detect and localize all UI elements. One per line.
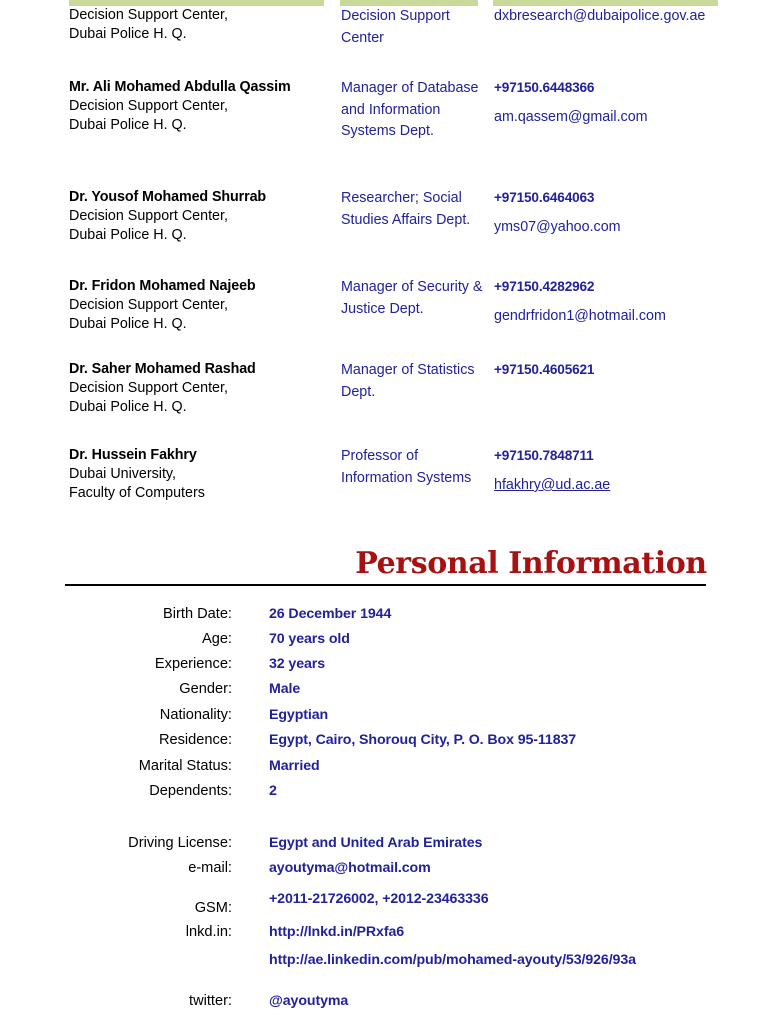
personal-info-value: Egyptian xyxy=(269,707,329,723)
personal-info-value: @ayoutyma xyxy=(269,993,349,1009)
contact-name: Mr. Ali Mohamed Abdulla Qassim xyxy=(69,79,291,95)
contact-affiliation-line: Decision Support Center, xyxy=(69,208,228,224)
contact-person xyxy=(69,78,331,135)
contact-person xyxy=(69,188,331,245)
contact-details xyxy=(494,360,774,380)
contact-role: Decision Support Center xyxy=(341,8,450,46)
personal-info-label: lnkd.in: xyxy=(185,924,232,940)
contact-affiliation-line: Dubai University, xyxy=(69,466,176,482)
personal-info-value[interactable]: http://ae.linkedin.com/pub/mohamed-ayouty/53/926/93a xyxy=(269,952,636,968)
contact-row xyxy=(0,78,777,188)
personal-info-row xyxy=(0,889,777,914)
personal-info-value: 70 years old xyxy=(269,631,350,647)
personal-info-value: Married xyxy=(269,758,320,774)
personal-info-label: GSM: xyxy=(194,900,232,916)
spacer xyxy=(494,208,774,217)
contact-details xyxy=(494,6,774,26)
personal-info-row xyxy=(0,756,777,781)
spacer xyxy=(494,297,774,306)
contact-row xyxy=(0,360,777,446)
personal-info-label: Driving License: xyxy=(128,835,232,851)
personal-info-label: Nationality: xyxy=(159,707,232,723)
heading-divider xyxy=(65,584,706,586)
contact-row xyxy=(0,277,777,360)
personal-info-row xyxy=(0,654,777,679)
contact-role: Researcher; Social Studies Affairs Dept. xyxy=(341,190,471,228)
personal-info-row xyxy=(0,991,777,1016)
personal-info-row xyxy=(0,950,777,975)
page-title: Personal Information xyxy=(355,546,707,581)
contact-affiliation-line: Dubai Police H. Q. xyxy=(69,399,187,415)
contact-phone: +97150.7848711 xyxy=(494,448,594,463)
personal-info-label: Age: xyxy=(201,631,232,647)
contact-role: Manager of Statistics Dept. xyxy=(341,362,475,400)
contact-details xyxy=(494,446,774,495)
personal-info-value: ayoutyma@hotmail.com xyxy=(269,860,431,876)
personal-info-row xyxy=(0,604,777,629)
contact-details xyxy=(494,277,774,326)
contact-name: Dr. Hussein Fakhry xyxy=(69,447,197,463)
contact-row xyxy=(0,6,777,78)
contact-email: am.qassem@gmail.com xyxy=(494,109,648,125)
contact-phone: +97150.6448366 xyxy=(494,80,595,95)
contact-email: dxbresearch@dubaipolice.gov.ae xyxy=(494,8,706,24)
spacer xyxy=(494,466,774,475)
personal-info-row xyxy=(0,833,777,858)
contact-details xyxy=(494,78,774,127)
contact-affiliation-line: Decision Support Center, xyxy=(69,98,228,114)
personal-info-value: Egypt and United Arab Emirates xyxy=(269,835,483,851)
personal-info-row xyxy=(0,679,777,704)
personal-info-label: Residence: xyxy=(158,732,232,748)
personal-info-label: Birth Date: xyxy=(163,606,232,622)
personal-info-label: Experience: xyxy=(154,656,232,672)
contact-name: Dr. Fridon Mohamed Najeeb xyxy=(69,278,256,294)
contact-row xyxy=(0,188,777,277)
personal-info-row xyxy=(0,730,777,755)
contact-person xyxy=(69,446,331,503)
personal-info-row xyxy=(0,922,777,947)
contact-affiliation-line: Faculty of Computers xyxy=(69,485,205,501)
personal-info-value: 2 xyxy=(269,783,277,799)
contact-email: yms07@yahoo.com xyxy=(494,219,621,235)
contact-role: Manager of Security & Justice Dept. xyxy=(341,279,483,317)
personal-info-label: twitter: xyxy=(189,993,232,1009)
contact-affiliation-line: Dubai Police H. Q. xyxy=(69,26,187,42)
contact-email[interactable]: hfakhry@ud.ac.ae xyxy=(494,477,611,493)
contact-role: Manager of Database and Information Systems Dept. xyxy=(341,80,479,139)
contact-affiliation-line: Decision Support Center, xyxy=(69,297,228,313)
personal-info-row xyxy=(0,705,777,730)
contact-email: gendrfridon1@hotmail.com xyxy=(494,308,666,324)
contact-affiliation-line: Dubai Police H. Q. xyxy=(69,227,187,243)
personal-info-row xyxy=(0,629,777,654)
personal-info-value: Egypt, Cairo, Shorouq City, P. O. Box 95-11837 xyxy=(269,732,577,748)
contact-role: Professor of Information Systems xyxy=(341,448,472,486)
contact-phone: +97150.4605621 xyxy=(494,362,595,377)
personal-info-value: 32 years xyxy=(269,656,326,672)
contact-details xyxy=(494,188,774,237)
contact-affiliation-line: Decision Support Center, xyxy=(69,7,228,23)
contact-person xyxy=(69,360,331,417)
contact-affiliation-line: Dubai Police H. Q. xyxy=(69,316,187,332)
contact-name: Dr. Saher Mohamed Rashad xyxy=(69,361,256,377)
contact-affiliation-line: Decision Support Center, xyxy=(69,380,228,396)
contact-phone: +97150.4282962 xyxy=(494,279,595,294)
personal-info-label: Dependents: xyxy=(149,783,232,799)
personal-info-value: 26 December 1944 xyxy=(269,606,392,622)
contact-affiliation-line: Dubai Police H. Q. xyxy=(69,117,187,133)
personal-info-row xyxy=(0,781,777,806)
spacer xyxy=(494,98,774,107)
contact-row xyxy=(0,446,777,536)
personal-info-label: e-mail: xyxy=(188,860,232,876)
personal-info-label: Marital Status: xyxy=(138,758,232,774)
contact-phone: +97150.6464063 xyxy=(494,190,595,205)
personal-info-label: Gender: xyxy=(179,681,232,697)
contact-person xyxy=(69,6,331,44)
contact-person xyxy=(69,277,331,334)
personal-info-value: Male xyxy=(269,681,301,697)
personal-info-value: +2011-21726002, +2012-23463336 xyxy=(269,891,489,907)
contact-name: Dr. Yousof Mohamed Shurrab xyxy=(69,189,267,205)
personal-info-value[interactable]: http://lnkd.in/PRxfa6 xyxy=(269,924,405,940)
personal-info-row xyxy=(0,858,777,883)
